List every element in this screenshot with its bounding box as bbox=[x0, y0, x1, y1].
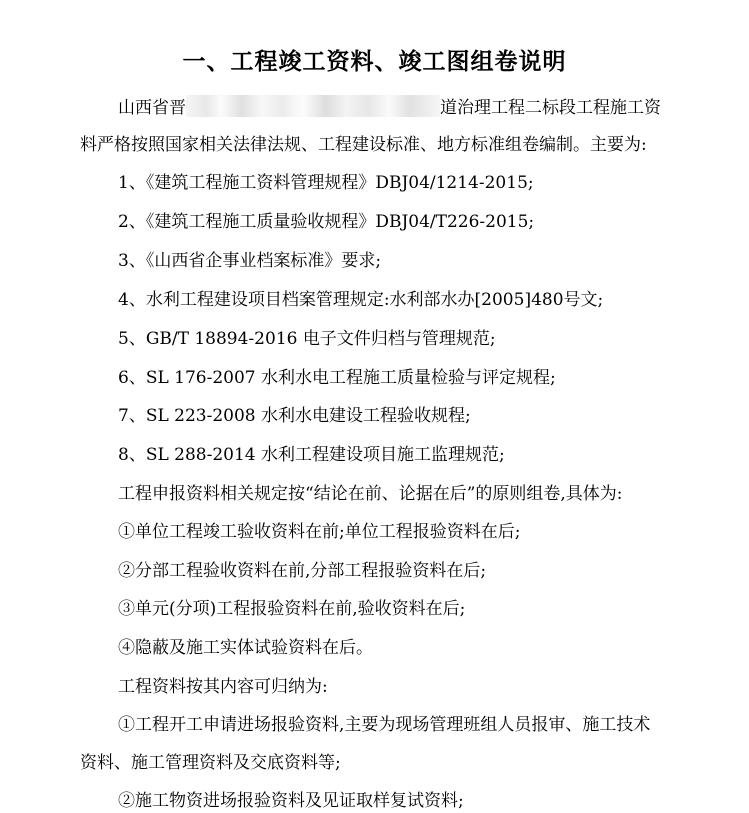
standard-item-1: 1、《建筑工程施工资料管理规程》DBJ04/1214-2015; bbox=[118, 173, 534, 193]
summary-line: 工程资料按其内容可归纳为: bbox=[118, 677, 328, 697]
standard-item-3: 3、《山西省企事业档案标准》要求; bbox=[118, 251, 382, 271]
intro-line-1 bbox=[118, 95, 661, 120]
standard-item-5: 5、GB/T 18894-2016 电子文件归档与管理规范; bbox=[118, 329, 496, 349]
standard-item-8: 8、SL 288-2014 水利工程建设项目施工监理规范; bbox=[118, 445, 505, 465]
principle-item-3: ③单元(分项)工程报验资料在前,验收资料在后; bbox=[118, 599, 466, 619]
standard-item-6: 6、SL 176-2007 水利水电工程施工质量检验与评定规程; bbox=[118, 368, 556, 388]
intro-suffix: 道治理工程二标段工程施工资 bbox=[440, 98, 661, 118]
principle-item-4: ④隐蔽及施工实体试验资料在后。 bbox=[118, 638, 373, 658]
principle-item-1: ①单位工程竣工验收资料在前;单位工程报验资料在后; bbox=[118, 522, 521, 542]
intro-prefix: 山西省晋 bbox=[118, 98, 186, 118]
summary-item-1: ①工程开工申请进场报验资料,主要为现场管理班组人员报审、施工技术 bbox=[118, 715, 651, 735]
standard-item-2: 2、《建筑工程施工质量验收规程》DBJ04/T226-2015; bbox=[118, 212, 535, 232]
principle-line: 工程申报资料相关规定按“结论在前、论据在后”的原则组卷,具体为: bbox=[118, 484, 623, 504]
redacted-text-block bbox=[186, 95, 440, 117]
page-title: 一、工程竣工资料、竣工图组卷说明 bbox=[182, 48, 567, 75]
standard-item-4: 4、水利工程建设项目档案管理规定:水利部水办[2005]480号文; bbox=[118, 290, 604, 310]
summary-item-1-continuation: 资料、施工管理资料及交底资料等; bbox=[80, 753, 341, 773]
intro-line-2: 料严格按照国家相关法律法规、工程建设标准、地方标准组卷编制。主要为: bbox=[80, 135, 647, 155]
standard-item-7: 7、SL 223-2008 水利水电建设工程验收规程; bbox=[118, 406, 471, 426]
principle-item-2: ②分部工程验收资料在前,分部工程报验资料在后; bbox=[118, 561, 487, 581]
summary-item-2: ②施工物资进场报验资料及见证取样复试资料; bbox=[118, 791, 464, 811]
